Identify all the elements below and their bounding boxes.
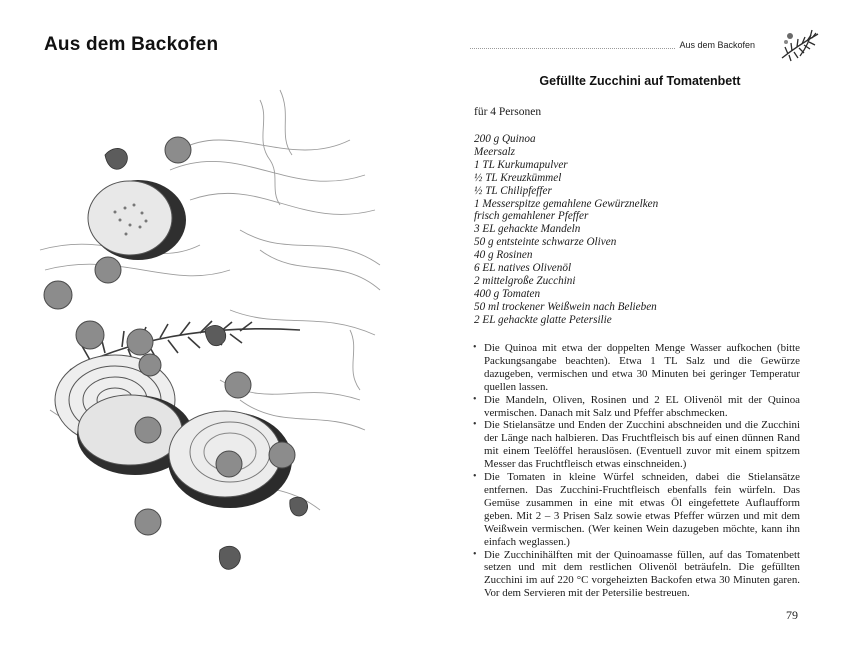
instruction-list (474, 342, 800, 600)
ingredient-item: frisch gemahlener Pfeffer (474, 210, 589, 223)
herb-sprig-icon (778, 26, 822, 64)
vegetable-illustration (30, 80, 390, 600)
page-heading: Aus dem Backofen (44, 34, 219, 55)
ingredient-item: 2 mittelgroße Zucchini (474, 274, 576, 287)
instruction-step: • Die Quinoa mit etwa der doppelten Menge Wasser aufkochen (bitte Packungsangabe beachten). Etwa 1 TL Salz und die Gewürze dazugeben, vermischen und etwa 30 Minuten bei geringer Temperatur quellen lassen. (474, 342, 800, 394)
running-header (470, 40, 755, 52)
instruction-step: • Die Mandeln, Oliven, Rosinen und 2 EL Olivenöl mit der Quinoa vermischen. Danach mit Salz und Pfeffer abschmecken. (474, 394, 800, 420)
ingredient-item: 200 g Quinoa (474, 133, 536, 145)
instruction-step: • Die Zucchinihälften mit der Quinoamasse füllen, auf das Tomatenbett setzen und mit dem restlichen Olivenöl beträufeln. Die gefüllten Zucchini im auf 220 °C vorgeheizten Backofen etwa 30 Minuten garen. Vor dem Servieren mit der Petersilie bestreuen. (474, 549, 800, 601)
instruction-step: • Die Stielansätze und Enden der Zucchini abschneiden und die Zucchini der Länge nach halbieren. Das Fruchtfleisch bis auf einen dünnen Rand mit einem Teelöffel herauslösen. (Eventuell zuvor mit einem spitzem Messer das Fruchtfleisch etwas einschneiden.) (474, 419, 800, 471)
ingredient-list (474, 133, 658, 327)
dotted-rule (470, 48, 711, 49)
ingredient-item: 1 TL Kurkumapulver (474, 158, 568, 171)
ingredient-item: ½ TL Kreuzkümmel (474, 171, 562, 184)
running-header-label: Aus dem Backofen (676, 40, 755, 50)
ingredient-item: 3 EL gehackte Mandeln (474, 223, 581, 236)
ingredient-item: 50 ml trockener Weißwein nach Belieben (474, 300, 657, 313)
recipe-title: Gefüllte Zucchini auf Tomatenbett (539, 74, 741, 88)
ingredient-item: 2 EL gehackte glatte Petersilie (474, 313, 612, 326)
ingredient-item: 50 g entsteinte schwarze Oliven (474, 236, 617, 249)
ingredient-item: ½ TL Chilipfeffer (474, 184, 552, 197)
servings: für 4 Personen (474, 106, 542, 118)
ingredient-item: Meersalz (474, 145, 516, 158)
instruction-step: • Die Tomaten in kleine Würfel schneiden, dabei die Stielansätze entfernen. Das Zucchini-Fruchtfleisch ebenfalls fein würfeln. Das Gemüse zusammen in eine mit etwas Öl eingefettete Auflaufform geben. Mit 2 – 3 Prisen Salz sowie etwas Pfeffer würzen und mit dem Weißwein vermischen. (Wer keinen Wein dazugeben möchte, kann ihn einfach weglassen.) (474, 471, 800, 548)
ingredient-item: 6 EL natives Olivenöl (474, 262, 572, 275)
page-number: 79 (786, 608, 798, 622)
ingredient-item: 1 Messerspitze gemahlene Gewürznelken (474, 197, 659, 210)
ingredient-item: 40 g Rosinen (474, 249, 533, 262)
ingredient-item: 400 g Tomaten (474, 287, 541, 300)
